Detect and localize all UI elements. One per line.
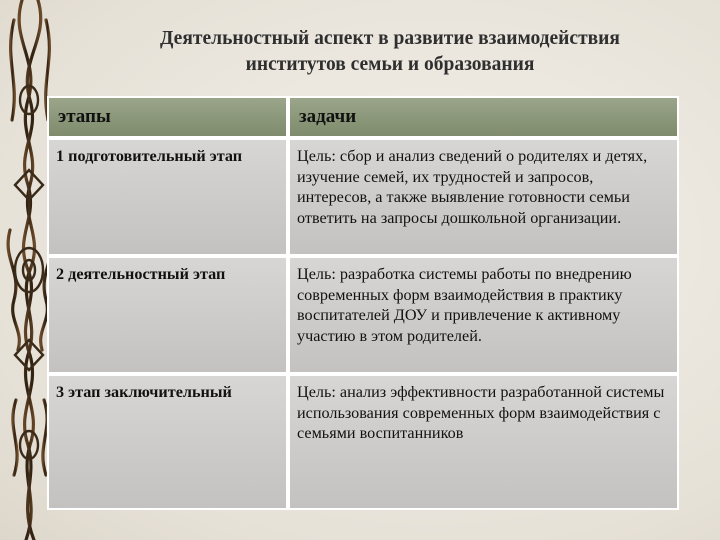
stages-table [47, 96, 679, 510]
stage-cell-2: 2 деятельностный этап [47, 256, 288, 374]
header-tasks: задачи [288, 96, 679, 138]
slide-title-line-2: институтов семьи и образования [245, 54, 535, 75]
stage-cell-3: 3 этап заключительный [47, 374, 288, 510]
task-cell-1: Цель: сбор и анализ сведений о родителях и детях, изучение семей, их трудностей и запросов, интересов, а также выявление готовности семьи ответить на запросы дошкольной организации. [288, 138, 679, 256]
slide-title-line-1: Деятельностный аспект в развитие взаимодействия [160, 28, 620, 49]
task-cell-2: Цель: разработка системы работы по внедрению современных форм взаимодействия в практику воспитателей ДОУ и привлечение к активному участию в этом родителей. [288, 256, 679, 374]
slide-title [100, 26, 680, 78]
header-stages: этапы [47, 96, 288, 138]
stage-cell-1: 1 подготовительный этап [47, 138, 288, 256]
task-cell-3: Цель: анализ эффективности разработанной системы использования современных форм взаимодействия с семьями воспитанников [288, 374, 679, 510]
